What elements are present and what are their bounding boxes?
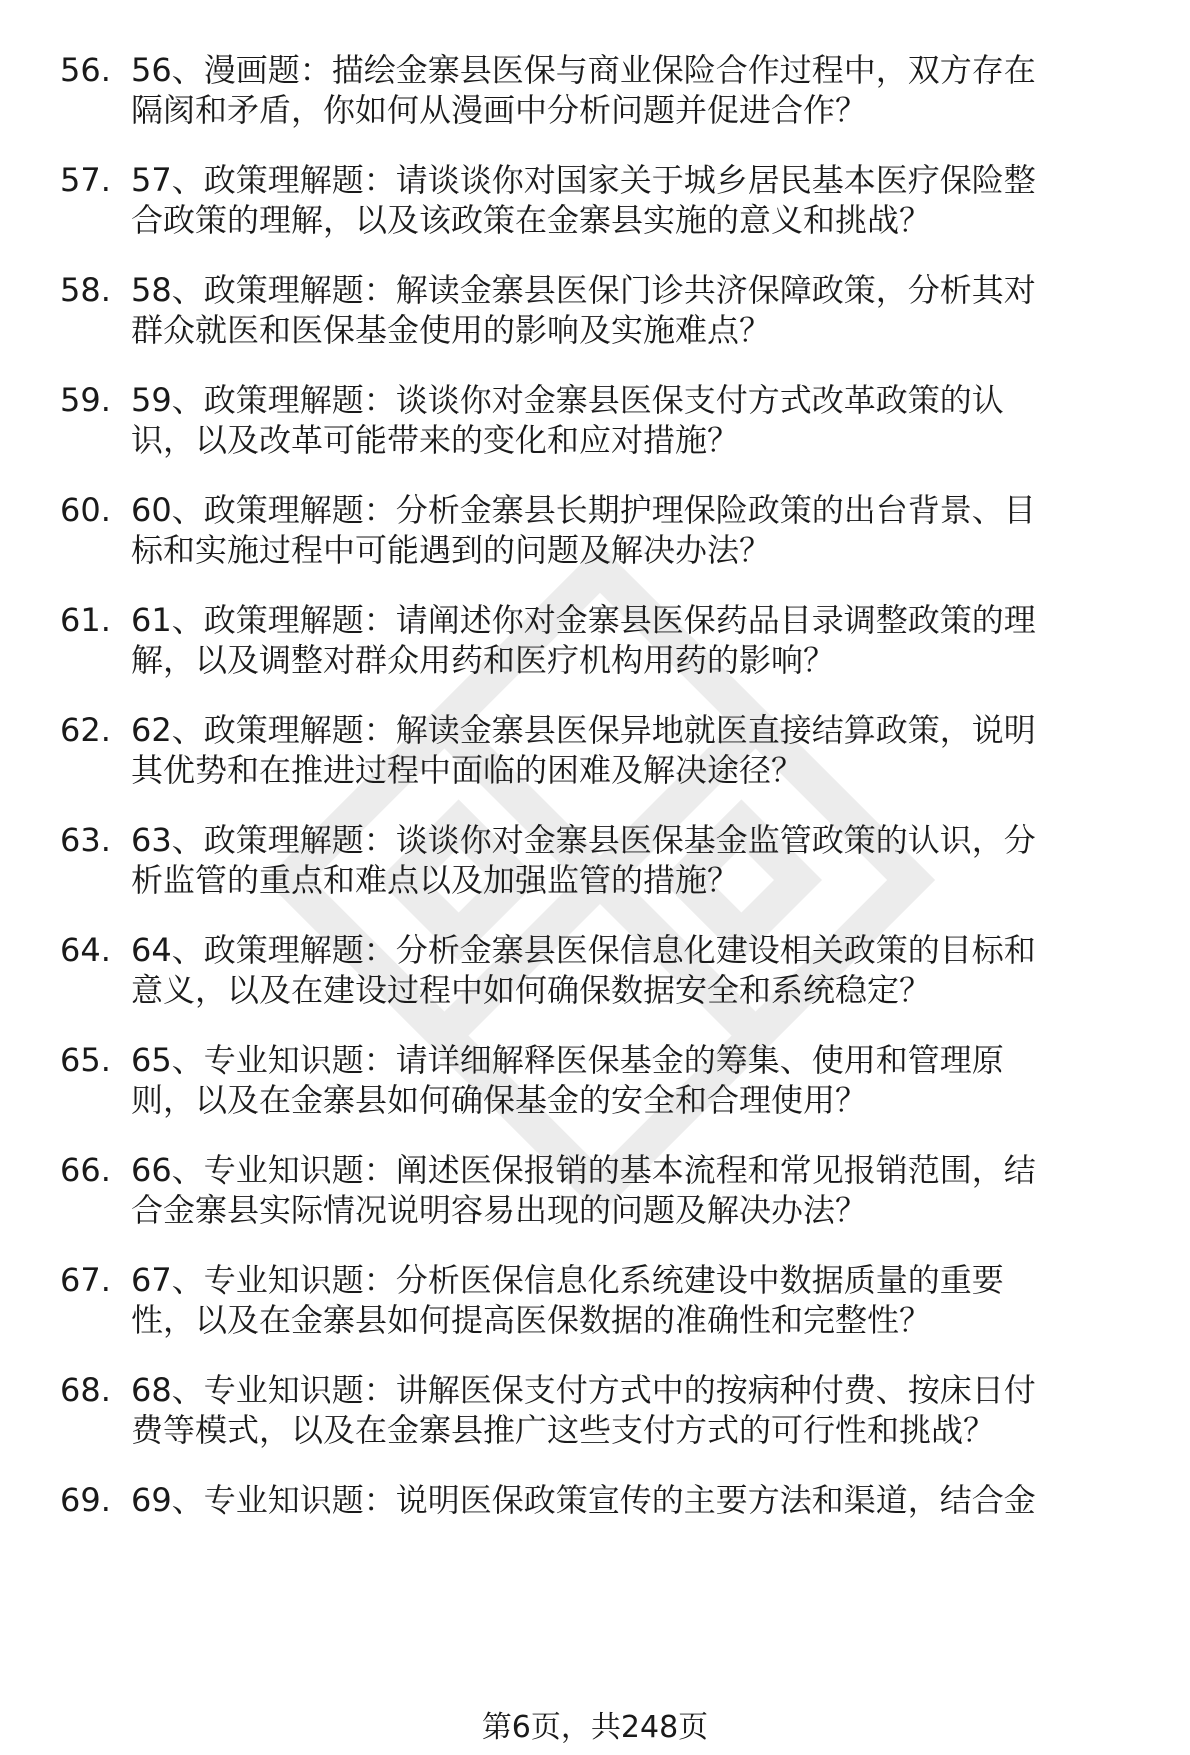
question-number: 65.: [60, 1041, 111, 1079]
list-item: [0, 1370, 1190, 1480]
question-line-1: 66、专业知识题：阐述医保报销的基本流程和常见报销范围，结: [131, 1151, 1036, 1189]
question-text: [131, 1040, 1156, 1120]
question-line-1: 68、专业知识题：讲解医保支付方式中的按病种付费、按床日付: [131, 1371, 1036, 1409]
page-footer: 第6页，共248页: [481, 1710, 709, 1745]
question-line-2: 识，以及改革可能带来的变化和应对措施？: [131, 421, 740, 459]
question-number: 64.: [60, 931, 111, 969]
list-item: [0, 270, 1190, 380]
question-line-1: 59、政策理解题：谈谈你对金寨县医保支付方式改革政策的认: [131, 381, 1004, 419]
question-text: [131, 160, 1156, 240]
list-item: [0, 490, 1190, 600]
list-item: [0, 380, 1190, 490]
question-line-1: 58、政策理解题：解读金寨县医保门诊共济保障政策，分析其对: [131, 271, 1036, 309]
question-line-2: 性，以及在金寨县如何提高医保数据的准确性和完整性？: [131, 1301, 932, 1339]
question-text: [131, 50, 1156, 130]
list-item: [0, 1040, 1190, 1150]
question-number: 69.: [60, 1481, 111, 1519]
list-item: [0, 600, 1190, 710]
question-number: 66.: [60, 1151, 111, 1189]
question-line-2: 群众就医和医保基金使用的影响及实施难点？: [131, 311, 772, 349]
question-number: 56.: [60, 51, 111, 89]
question-text: [131, 380, 1156, 460]
question-text: [131, 930, 1156, 1010]
list-item: [0, 820, 1190, 930]
question-line-2: 费等模式，以及在金寨县推广这些支付方式的可行性和挑战？: [131, 1411, 996, 1449]
question-line-1: 56、漫画题：描绘金寨县医保与商业保险合作过程中，双方存在: [131, 51, 1036, 89]
list-item: [0, 50, 1190, 160]
question-text: [131, 820, 1156, 900]
question-text: [131, 1480, 1156, 1520]
question-number: 60.: [60, 491, 111, 529]
question-number: 67.: [60, 1261, 111, 1299]
question-text: [131, 490, 1156, 570]
question-line-2: 标和实施过程中可能遇到的问题及解决办法？: [131, 531, 772, 569]
question-text: [131, 710, 1156, 790]
list-item: [0, 1260, 1190, 1370]
question-line-1: 67、专业知识题：分析医保信息化系统建设中数据质量的重要: [131, 1261, 1004, 1299]
question-number: 62.: [60, 711, 111, 749]
question-number: 58.: [60, 271, 111, 309]
question-line-2: 其优势和在推进过程中面临的困难及解决途径？: [131, 751, 804, 789]
list-item: [0, 930, 1190, 1040]
list-item: [0, 160, 1190, 270]
question-line-1: 60、政策理解题：分析金寨县长期护理保险政策的出台背景、目: [131, 491, 1036, 529]
question-line-2: 隔阂和矛盾，你如何从漫画中分析问题并促进合作？: [131, 91, 868, 129]
question-line-2: 则，以及在金寨县如何确保基金的安全和合理使用？: [131, 1081, 868, 1119]
list-item: [0, 1480, 1190, 1590]
list-item: [0, 710, 1190, 820]
question-number: 59.: [60, 381, 111, 419]
list-item: [0, 1150, 1190, 1260]
question-text: [131, 1260, 1156, 1340]
question-line-2: 合金寨县实际情况说明容易出现的问题及解决办法？: [131, 1191, 868, 1229]
question-number: 68.: [60, 1371, 111, 1409]
question-line-1: 65、专业知识题：请详细解释医保基金的筹集、使用和管理原: [131, 1041, 1004, 1079]
question-line-2: 解，以及调整对群众用药和医疗机构用药的影响？: [131, 641, 836, 679]
question-number: 63.: [60, 821, 111, 859]
question-text: [131, 1370, 1156, 1450]
question-line-1: 61、政策理解题：请阐述你对金寨县医保药品目录调整政策的理: [131, 601, 1036, 639]
question-number: 61.: [60, 601, 111, 639]
question-line-1: 63、政策理解题：谈谈你对金寨县医保基金监管政策的认识，分: [131, 821, 1036, 859]
question-text: [131, 270, 1156, 350]
question-text: [131, 1150, 1156, 1230]
question-line-2: 析监管的重点和难点以及加强监管的措施？: [131, 861, 740, 899]
question-text: [131, 600, 1156, 680]
question-line-2: 意义，以及在建设过程中如何确保数据安全和系统稳定？: [131, 971, 932, 1009]
question-line-1: 62、政策理解题：解读金寨县医保异地就医直接结算政策，说明: [131, 711, 1036, 749]
question-line-1: 64、政策理解题：分析金寨县医保信息化建设相关政策的目标和: [131, 931, 1036, 969]
question-line-1: 57、政策理解题：请谈谈你对国家关于城乡居民基本医疗保险整: [131, 161, 1036, 199]
question-line-1: 69、专业知识题：说明医保政策宣传的主要方法和渠道，结合金: [131, 1481, 1036, 1519]
question-number: 57.: [60, 161, 111, 199]
question-line-2: 合政策的理解，以及该政策在金寨县实施的意义和挑战？: [131, 201, 932, 239]
